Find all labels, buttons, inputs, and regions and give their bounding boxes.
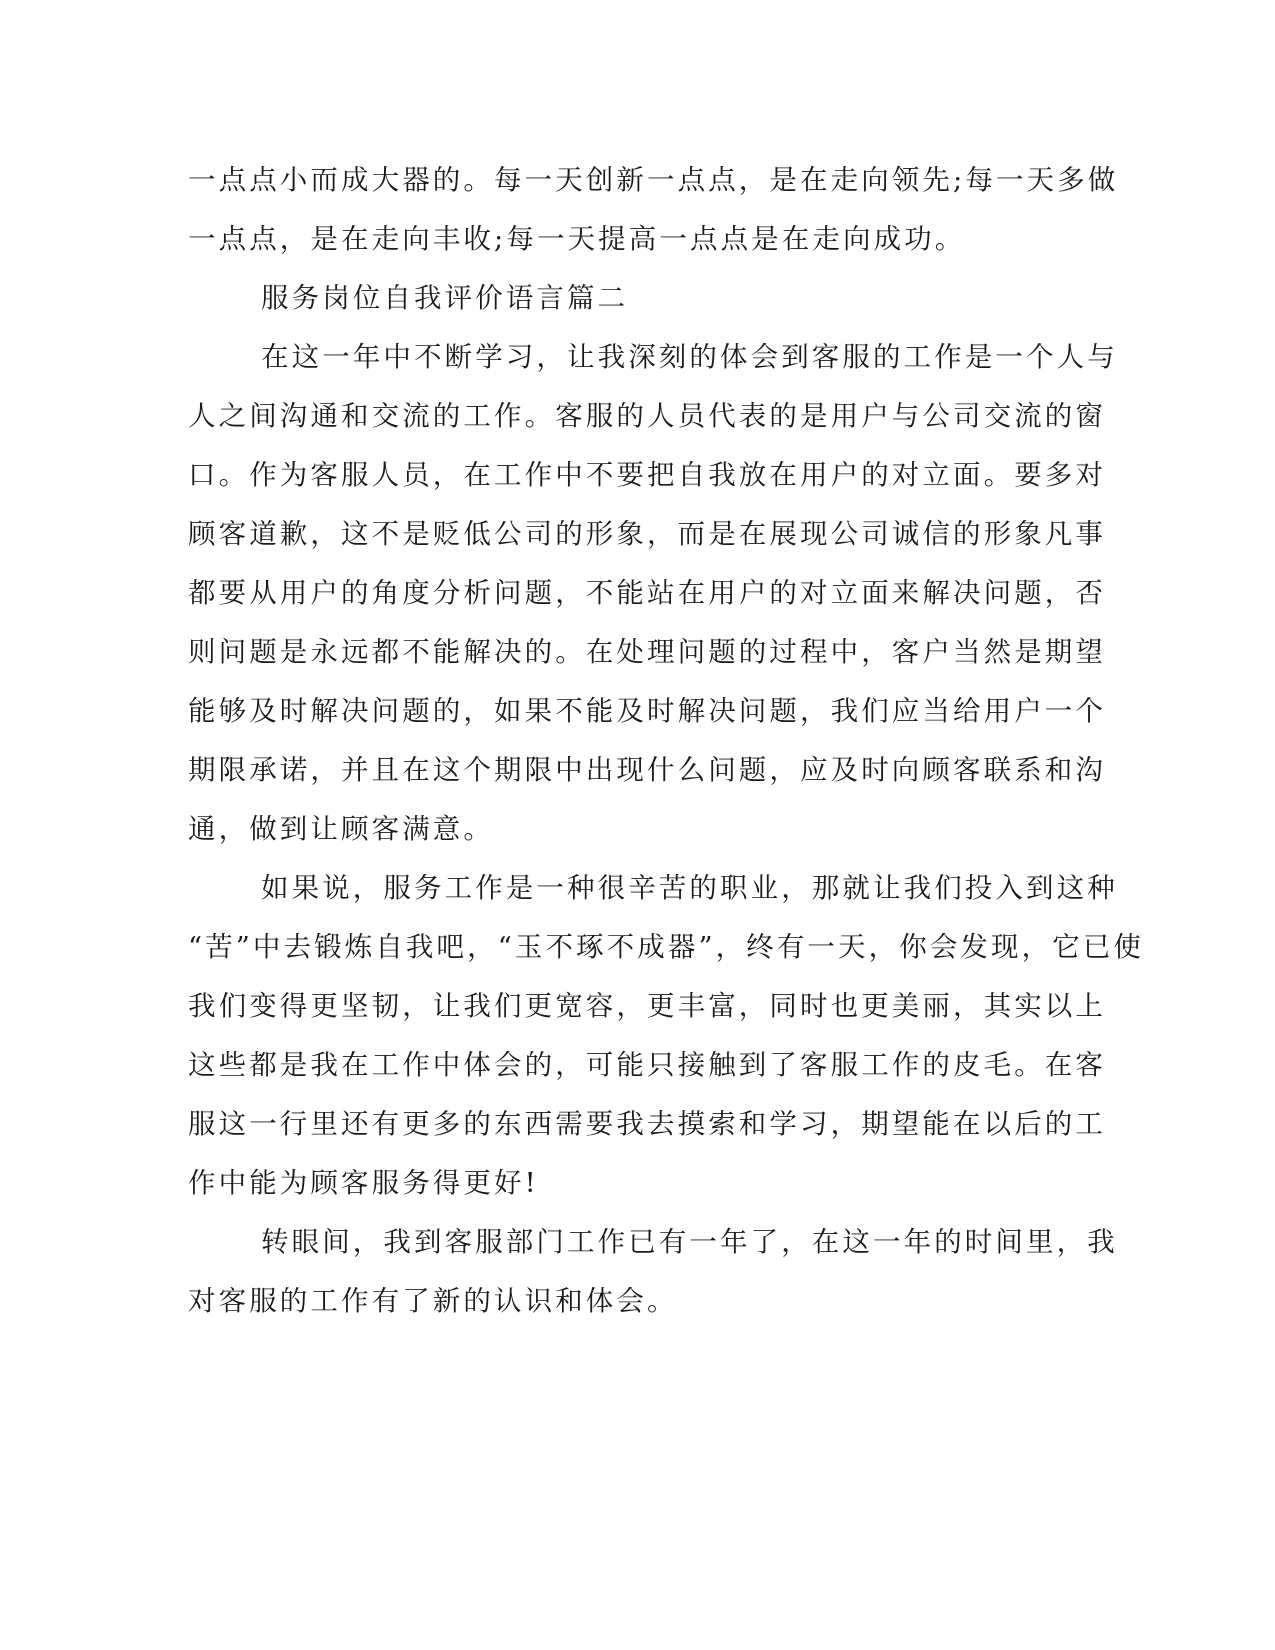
paragraph-line: “苦”中去锻炼自我吧，“玉不琢不成器”，终有一天，你会发现，它已使 [188,931,1145,963]
paragraph-line: 期限承诺，并且在这个期限中出现什么问题，应及时向顾客联系和沟 [188,754,1106,786]
paragraph-line: 顾客道歉，这不是贬低公司的形象，而是在展现公司诚信的形象凡事 [188,518,1106,550]
paragraph-line: 人之间沟通和交流的工作。客服的人员代表的是用户与公司交流的窗 [188,400,1106,432]
paragraph-line: 我们变得更坚韧，让我们更宽容，更丰富，同时也更美丽，其实以上 [188,990,1106,1022]
paragraph-line: 一点点，是在走向丰收;每一天提高一点点是在走向成功。 [188,223,966,255]
paragraph-line: 能够及时解决问题的，如果不能及时解决问题，我们应当给用户一个 [188,695,1106,727]
paragraph-line: 口。作为客服人员，在工作中不要把自我放在用户的对立面。要多对 [188,459,1106,491]
paragraph-line: 在这一年中不断学习，让我深刻的体会到客服的工作是一个人与 [261,341,1118,373]
paragraph-line: 都要从用户的角度分析问题，不能站在用户的对立面来解决问题，否 [188,577,1106,609]
paragraph-line: 如果说，服务工作是一种很辛苦的职业，那就让我们投入到这种 [261,872,1118,904]
paragraph-line: 通，做到让顾客满意。 [188,813,494,845]
paragraph-line: 对客服的工作有了新的认识和体会。 [188,1285,678,1317]
paragraph-line: 一点点小而成大器的。每一天创新一点点，是在走向领先;每一天多做 [188,164,1119,196]
paragraph-line: 转眼间，我到客服部门工作已有一年了，在这一年的时间里，我 [261,1226,1118,1258]
paragraph-line: 服这一行里还有更多的东西需要我去摸索和学习，期望能在以后的工 [188,1108,1106,1140]
paragraph-line: 作中能为顾客服务得更好! [188,1167,539,1199]
paragraph-line: 这些都是我在工作中体会的，可能只接触到了客服工作的皮毛。在客 [188,1049,1106,1081]
paragraph-line: 则问题是永远都不能解决的。在处理问题的过程中，客户当然是期望 [188,636,1106,668]
section-heading: 服务岗位自我评价语言篇二 [261,282,629,314]
